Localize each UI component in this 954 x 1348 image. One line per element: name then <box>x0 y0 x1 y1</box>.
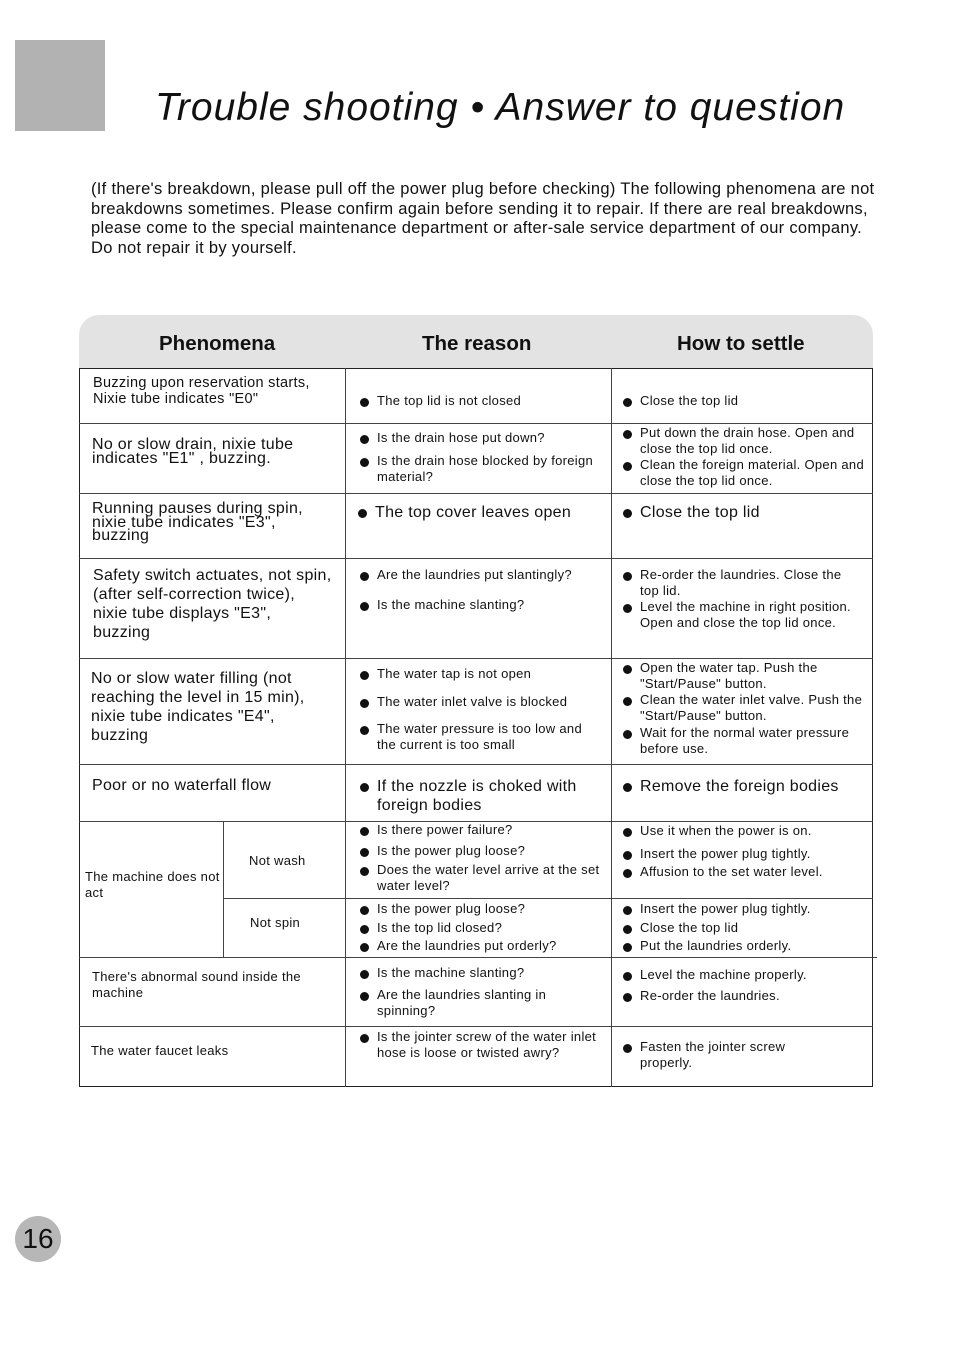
row-divider <box>79 558 873 559</box>
header-reason: The reason <box>422 332 532 355</box>
reason-item: Is the machine slanting? <box>360 965 617 981</box>
settle-item: Use it when the power is on. <box>623 823 880 839</box>
reason-item: Does the water level arrive at the set water level? <box>360 862 609 894</box>
reason-item: Is the power plug loose? <box>360 843 617 859</box>
settle-item: Put the laundries orderly. <box>623 938 880 954</box>
settle-item: Close the top lid <box>623 503 880 522</box>
reason-item: The top lid is not closed <box>360 393 617 409</box>
settle-item: Put down the drain hose. Open and close the top lid once. <box>623 425 865 457</box>
phenomena-cell: The machine does not act <box>85 869 220 900</box>
reason-item: Are the laundries slanting in spinning? <box>360 987 592 1019</box>
reason-item: If the nozzle is choked with foreign bodies <box>360 777 607 815</box>
reason-item: Is the drain hose blocked by foreign material? <box>360 453 602 485</box>
settle-item: Clean the foreign material. Open and close the top lid once. <box>623 457 868 489</box>
page-title: Trouble shooting • Answer to question <box>155 86 846 129</box>
settle-item: Affusion to the set water level. <box>623 864 880 880</box>
phenomena-cell: Safety switch actuates, not spin, (after self-correction twice), nixie tube displays "E3", buzzing <box>93 567 332 641</box>
reason-item: Are the laundries put slantingly? <box>360 567 609 583</box>
row-divider <box>79 957 877 958</box>
intro-paragraph: (If there's breakdown, please pull off the power plug before checking) The following phenomena are not breakdowns sometimes. Please confirm again before sending it to repair. If there are real breakdowns, please come to the special maintenance department or after-sale service department of our company. Do not repair it by yourself. <box>91 180 875 257</box>
phenomena-cell: Poor or no waterfall flow <box>92 777 272 794</box>
settle-item: Close the top lid <box>623 393 880 409</box>
row-divider <box>79 423 873 424</box>
row-divider <box>223 898 873 899</box>
row-divider <box>79 1026 873 1027</box>
settle-item: Insert the power plug tightly. <box>623 901 880 917</box>
settle-item: Fasten the jointer screw properly. <box>623 1039 840 1071</box>
reason-item: The water pressure is too low and the current is too small <box>360 721 597 753</box>
reason-item: The water inlet valve is blocked <box>360 694 617 710</box>
row-divider <box>79 764 873 765</box>
settle-item: Open the water tap. Push the "Start/Pause" button. <box>623 660 865 692</box>
header-phenomena: Phenomena <box>159 332 276 355</box>
settle-item: Wait for the normal water pressure before use. <box>623 725 865 757</box>
reason-item: Is there power failure? <box>360 822 617 838</box>
reason-item: Is the power plug loose? <box>360 901 617 917</box>
settle-item: Level the machine in right position. Open and close the top lid once. <box>623 599 862 631</box>
header-settle: How to settle <box>677 332 805 355</box>
phenomena-cell: No or slow drain, nixie tube indicates "E1" , buzzing. <box>92 436 294 467</box>
settle-item: Close the top lid <box>623 920 880 936</box>
settle-item: Insert the power plug tightly. <box>623 846 880 862</box>
phenomena-cell: No or slow water filling (not reaching the level in 15 min), nixie tube indicates "E4", buzzing <box>91 670 305 744</box>
sub-phenomena-label: Not spin <box>250 915 301 930</box>
phenomena-cell: Running pauses during spin, nixie tube indicates "E3", buzzing <box>92 500 303 544</box>
reason-item: Is the top lid closed? <box>360 920 617 936</box>
settle-item: Clean the water inlet valve. Push the "Start/Pause" button. <box>623 692 865 724</box>
reason-item: The top cover leaves open <box>358 503 615 522</box>
corner-decoration <box>15 40 105 131</box>
settle-item: Remove the foreign bodies <box>623 777 875 796</box>
reason-item: Is the machine slanting? <box>360 597 617 613</box>
reason-item: Is the jointer screw of the water inlet hose is loose or twisted awry? <box>360 1029 602 1061</box>
column-divider <box>345 368 346 1087</box>
reason-item: Is the drain hose put down? <box>360 430 617 446</box>
sub-column-divider <box>223 822 224 958</box>
phenomena-cell: Buzzing upon reservation starts, Nixie tube indicates "E0" <box>93 375 310 407</box>
sub-phenomena-label: Not wash <box>249 853 306 868</box>
settle-item: Level the machine properly. <box>623 967 880 983</box>
row-divider <box>79 658 873 659</box>
row-divider <box>79 493 873 494</box>
reason-item: The water tap is not open <box>360 666 617 682</box>
page-number: 16 <box>15 1216 61 1262</box>
reason-item: Are the laundries put orderly? <box>360 938 617 954</box>
phenomena-cell: There's abnormal sound inside the machine <box>92 969 301 1000</box>
settle-item: Re-order the laundries. <box>623 988 880 1004</box>
settle-item: Re-order the laundries. Close the top lid. <box>623 567 862 599</box>
phenomena-cell: The water faucet leaks <box>91 1043 229 1058</box>
